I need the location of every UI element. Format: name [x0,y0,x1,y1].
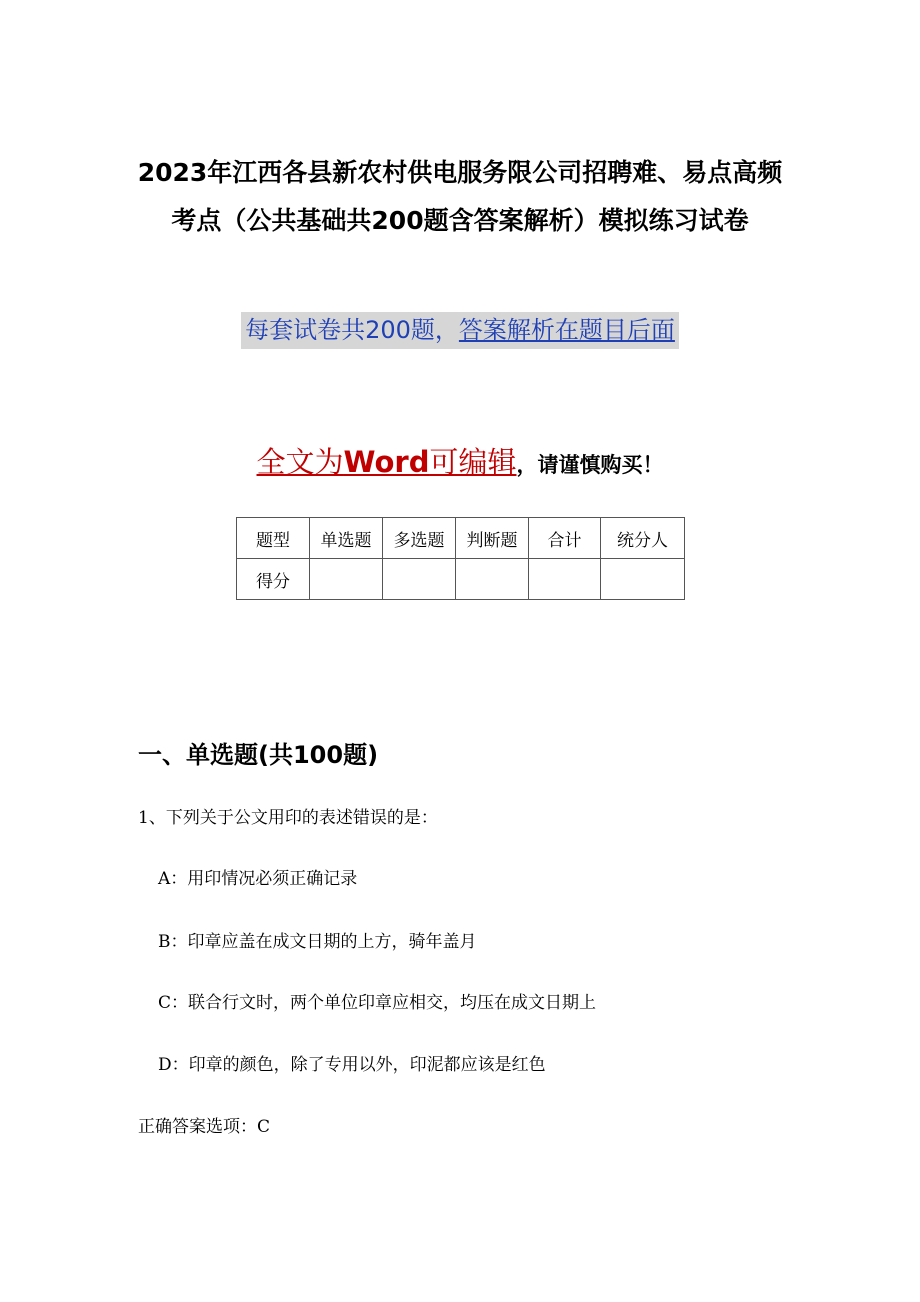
row-label-score: 得分 [237,559,310,600]
header-cell-single: 单选题 [310,518,383,559]
option-a: A：用印情况必须正确记录 [158,869,358,889]
score-table-row [237,559,685,600]
notice-link[interactable]: 答案解析在题目后面 [458,316,675,344]
doc-title-line1: 2023年江西各县新农村供电服务限公司招聘难、易点高频 [137,158,783,187]
word-editable-link[interactable] [257,445,517,479]
word-brand: Word [343,445,430,479]
section-title: 一、单选题(共100题) [138,741,379,769]
header-cell-multi: 多选题 [383,518,456,559]
header-cell-type: 题型 [237,518,310,559]
score-cell-judge [456,559,529,600]
score-cell-single [310,559,383,600]
notice-banner [241,312,679,349]
notice-text: 每套试卷共200题， [245,316,459,344]
purchase-warning: ，请谨慎购买！ [516,453,664,477]
question-stem: 1、下列关于公文用印的表述错误的是： [138,808,438,828]
word-prefix: 全文为 [256,445,344,479]
word-suffix: 可编辑 [429,445,517,479]
score-cell-scorer [601,559,685,600]
score-table [236,517,685,600]
score-table-header-row [237,518,685,559]
correct-answer: 正确答案选项：C [138,1117,271,1137]
option-b: B：印章应盖在成文日期的上方，骑年盖月 [158,932,477,952]
score-cell-total [529,559,601,600]
doc-title-line2: 考点（公共基础共200题含答案解析）模拟练习试卷 [171,206,749,235]
option-d: D：印章的颜色，除了专用以外，印泥都应该是红色 [158,1055,546,1075]
header-cell-total: 合计 [529,518,601,559]
header-cell-scorer: 统分人 [601,518,685,559]
header-cell-judge: 判断题 [456,518,529,559]
option-c: C：联合行文时，两个单位印章应相交，均压在成文日期上 [158,993,597,1013]
word-notice [0,440,920,481]
score-cell-multi [383,559,456,600]
